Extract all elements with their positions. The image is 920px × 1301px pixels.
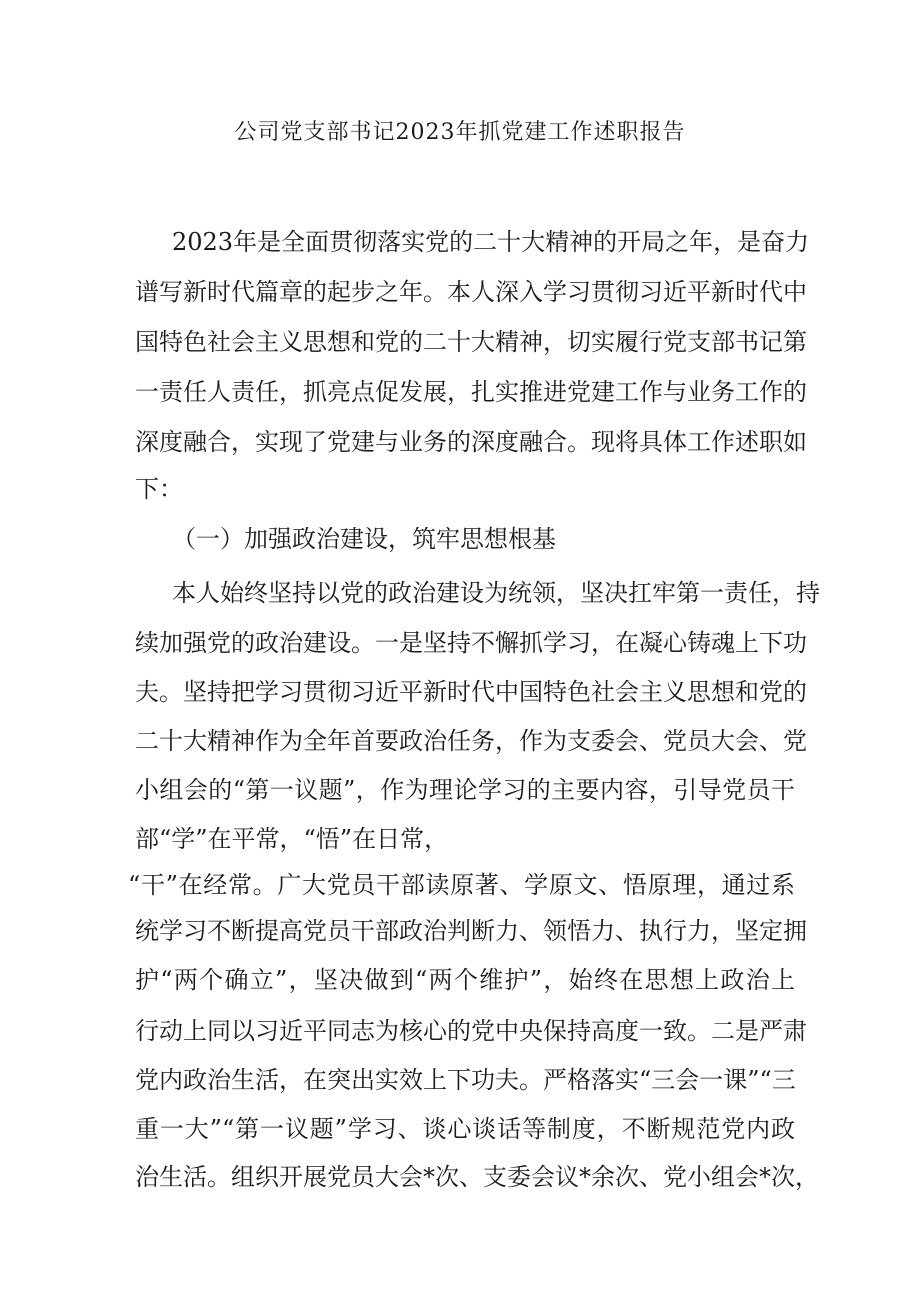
section-1-line-11: 党内政治生活，在突出实效上下功夫。严格落实“三会一课”“三 bbox=[135, 1066, 796, 1094]
intro-line-3: 国特色社会主义思想和党的二十大精神，切实履行党支部书记第 bbox=[135, 328, 807, 356]
section-1-line-7: “干”在经常。广大党员干部读原著、学原文、悟原理，通过系 bbox=[128, 871, 795, 899]
section-1-line-9: 护“两个确立”，坚决做到“两个维护”，始终在思想上政治上 bbox=[135, 966, 795, 994]
intro-line-5: 深度融合，实现了党建与业务的深度融合。现将具体工作述职如 bbox=[135, 428, 807, 456]
section-1-line-2: 续加强党的政治建设。一是坚持不懈抓学习，在凝心铸魂上下功 bbox=[135, 629, 807, 657]
document-title: 公司党支部书记2023年抓党建工作述职报告 bbox=[234, 120, 686, 145]
section-1-line-8: 统学习不断提高党员干部政治判断力、领悟力、执行力，坚定拥 bbox=[135, 917, 807, 945]
section-1-line-6: 部“学”在平常，“悟”在日常， bbox=[135, 825, 449, 853]
intro-line-2: 谱写新时代篇章的起步之年。本人深入学习贯彻习近平新时代中 bbox=[135, 278, 807, 306]
section-1-line-4: 二十大精神作为全年首要政治任务，作为支委会、党员大会、党 bbox=[135, 727, 807, 755]
section-1-line-1: 本人始终坚持以党的政治建设为统领，坚决扛牢第一责任，持 bbox=[172, 579, 820, 607]
section-1-line-3: 夫。坚持把学习贯彻习近平新时代中国特色社会主义思想和党的 bbox=[135, 678, 807, 706]
section-1-line-12: 重一大”“第一议题”学习、谈心谈话等制度，不断规范党内政 bbox=[135, 1115, 795, 1143]
section-1-line-13: 治生活。组织开展党员大会*次、支委会议*余次、党小组会*次， bbox=[135, 1163, 819, 1191]
intro-line-4: 一责任人责任，抓亮点促发展，扎实推进党建工作与业务工作的 bbox=[135, 378, 807, 406]
section-1-line-5: 小组会的“第一议题”，作为理论学习的主要内容，引导党员干 bbox=[135, 776, 795, 804]
section-1-heading: （一）加强政治建设，筑牢思想根基 bbox=[172, 525, 556, 553]
intro-line-1: 2023年是全面贯彻落实党的二十大精神的开局之年，是奋力 bbox=[172, 228, 810, 256]
intro-line-6: 下： bbox=[135, 475, 183, 503]
section-1-line-10: 行动上同以习近平同志为核心的党中央保持高度一致。二是严肃 bbox=[135, 1017, 807, 1045]
